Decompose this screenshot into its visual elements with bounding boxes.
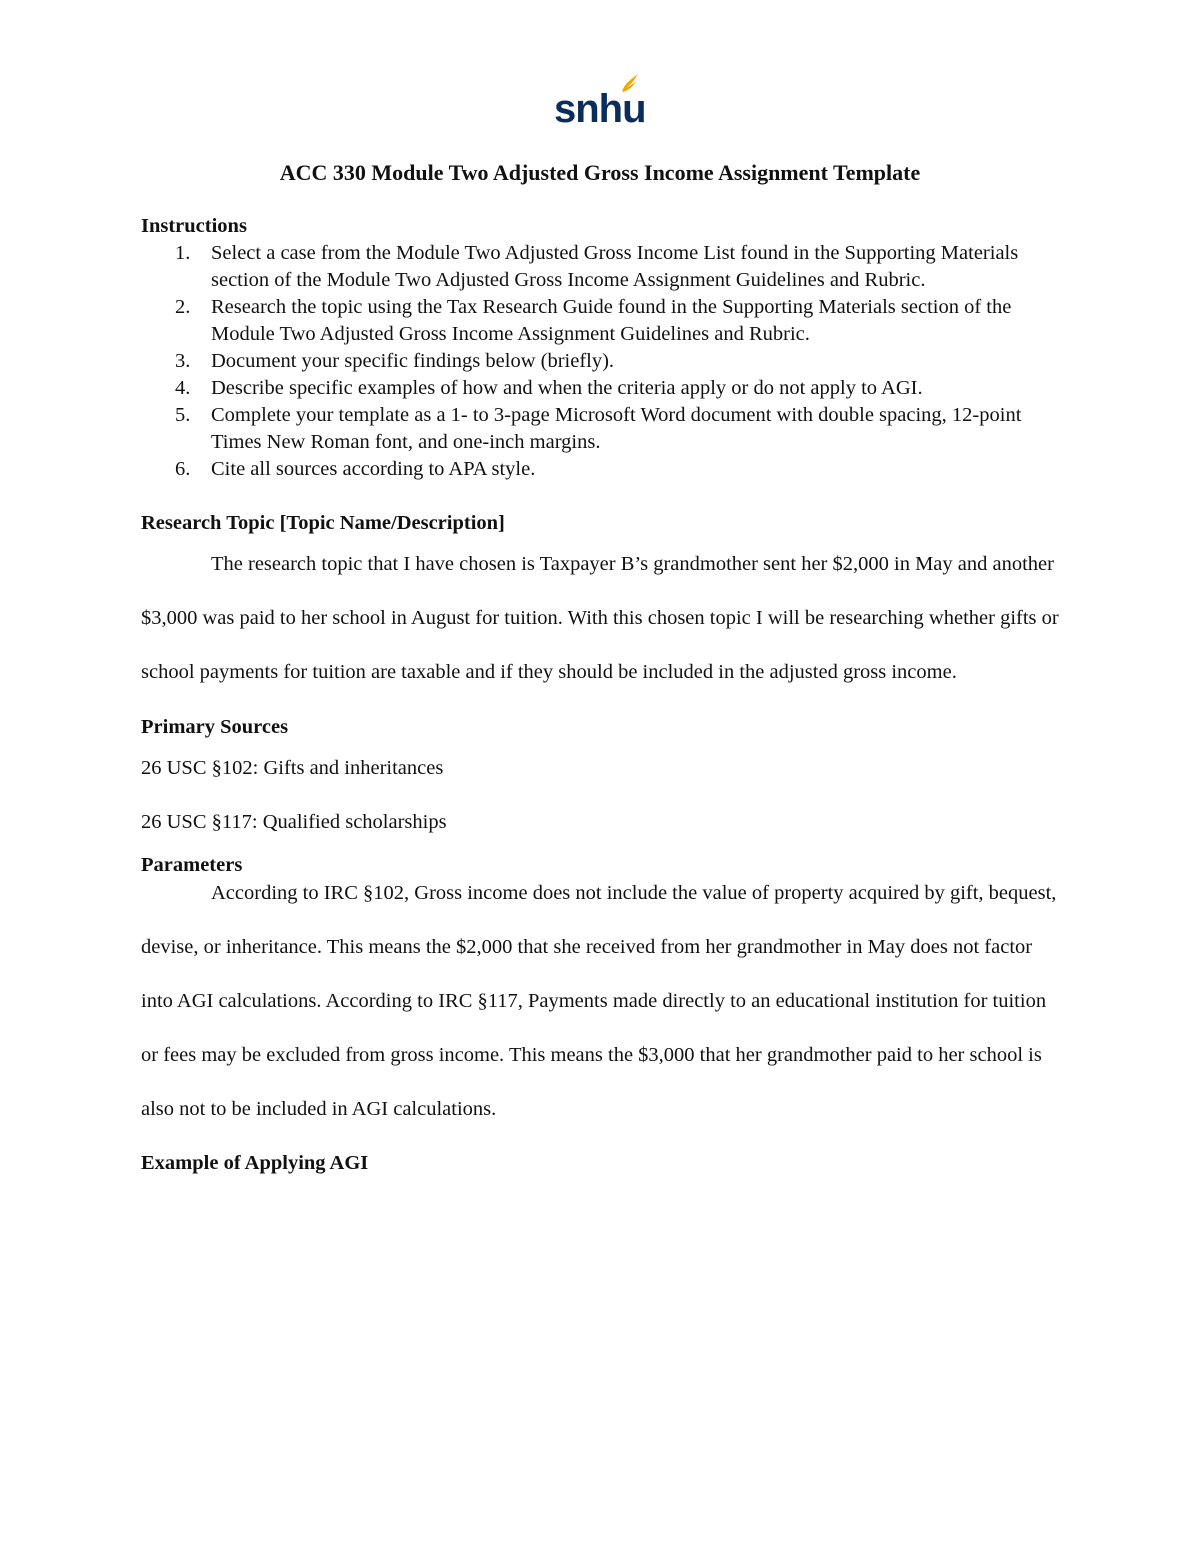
logo-wordmark: snhu [554, 87, 646, 131]
document-title: ACC 330 Module Two Adjusted Gross Income Assignment Template [279, 160, 921, 185]
list-number: 6. [175, 458, 191, 480]
research-topic-heading: Research Topic [Topic Name/Description] [141, 512, 505, 534]
list-item [141, 456, 1061, 483]
list-item-text: Describe specific examples of how and when the criteria apply or do not apply to AGI. [211, 377, 923, 399]
list-number: 3. [175, 350, 191, 372]
example-heading: Example of Applying AGI [141, 1152, 369, 1174]
primary-source-item: 26 USC §117: Qualified scholarships [141, 811, 447, 833]
list-item-text: Complete your template as a 1- to 3-page Microsoft Word document with double spacing, 12-point Times New Roman font, and one-inch margins. [211, 404, 1022, 453]
list-item-text: Cite all sources according to APA style. [211, 458, 536, 480]
parameters-heading: Parameters [141, 854, 243, 876]
list-item [141, 240, 1061, 294]
list-item [141, 402, 1061, 456]
primary-sources-heading: Primary Sources [141, 716, 289, 738]
list-item-text: Research the topic using the Tax Research Guide found in the Supporting Materials section of the Module Two Adjusted Gross Income Assignment Guidelines and Rubric. [211, 296, 1012, 345]
list-item-text: Select a case from the Module Two Adjusted Gross Income List found in the Supporting Materials section of the Module Two Adjusted Gross Income Assignment Guidelines and Rubric. [211, 242, 1019, 291]
instructions-list [141, 240, 1061, 483]
list-item-text: Document your specific findings below (briefly). [211, 350, 615, 372]
list-number: 4. [175, 377, 191, 399]
list-item [141, 294, 1061, 348]
list-number: 1. [175, 242, 191, 264]
list-number: 5. [175, 404, 191, 426]
list-item [141, 375, 1061, 402]
list-number: 2. [175, 296, 191, 318]
primary-source-item: 26 USC §102: Gifts and inheritances [141, 757, 444, 779]
snhu-logo [554, 72, 646, 134]
research-topic-body: The research topic that I have chosen is Taxpayer B’s grandmother sent her $2,000 in May and another $3,000 was paid to her school in August for tuition. With this chosen topic I will be researching whether gifts or school payments for tuition are taxable and if they should be included in the adjusted gross income. [141, 553, 1059, 683]
parameters-body: According to IRC §102, Gross income does not include the value of property acquired by gift, bequest, devise, or inheritance. This means the $2,000 that she received from her grandmother in May does not factor into AGI calculations. According to IRC §117, Payments made directly to an educational institution for tuition or fees may be excluded from gross income. This means the $3,000 that her grandmother paid to her school is also not to be included in AGI calculations. [141, 882, 1057, 1120]
instructions-heading: Instructions [141, 215, 247, 237]
document-body [141, 213, 1061, 1177]
list-item [141, 348, 1061, 375]
